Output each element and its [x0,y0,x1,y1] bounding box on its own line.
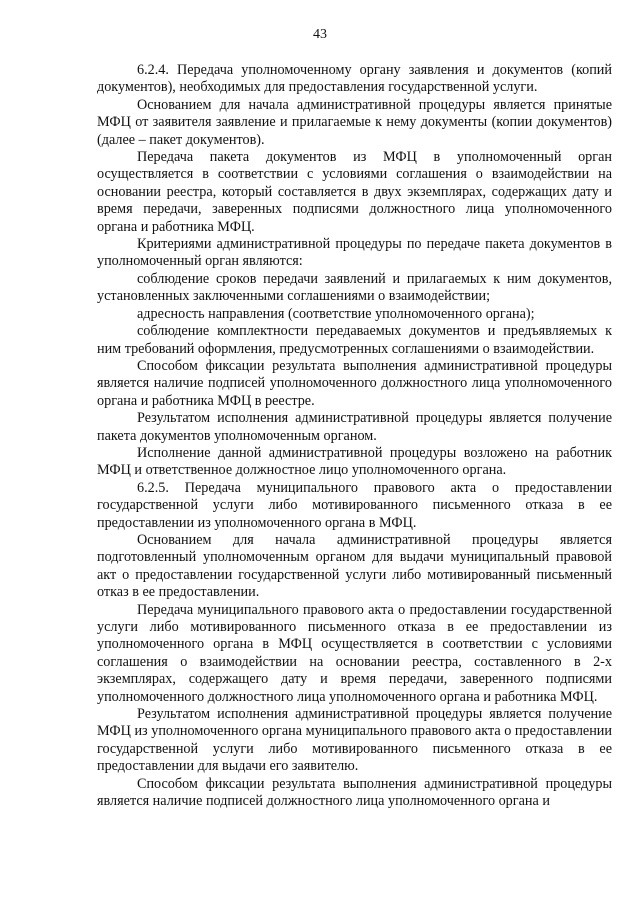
paragraph: Способом фиксации результата выполнения административной процедуры является наличие подписей уполномоченного должностного лица уполномоченного органа и работника МФЦ в реестре. [97,357,612,409]
document-body [97,62,612,810]
paragraph: адресность направления (соответствие уполномоченного органа); [137,305,535,322]
paragraph: Основанием для начала административной процедуры является принятые МФЦ от заявителя заявление и прилагаемые к нему документы (копии документов) (далее – пакет документов). [97,96,612,148]
paragraph: Результатом исполнения административной процедуры является получение МФЦ из уполномоченного органа муниципального правового акта о предоставлении государственной услуги либо мотивированного письменного отказа в ее предоставлении для выдачи его заявителю. [97,706,612,775]
paragraph: Исполнение данной административной процедуры возложено на работник МФЦ и ответственное должностное лицо уполномоченного органа. [97,444,612,479]
paragraph: Критериями административной процедуры по передаче пакета документов в уполномоченный орган являются: [97,236,612,270]
paragraph: Результатом исполнения административной процедуры является получение пакета документов уполномоченным органом. [97,410,612,444]
paragraph: Основанием для начала административной процедуры является подготовленный уполномоченным органом для выдачи муниципальный правовой акт о предоставлении государственной услуги либо мотивированный письменный отказ в ее предоставлении. [97,531,612,601]
paragraph: Передача муниципального правового акта о предоставлении государственной услуги либо мотивированного письменного отказа в ее предоставлении из уполномоченного органа в МФЦ осуществляется в соответствии с условиями соглашения о взаимодействии на основании реестра, составленного в 2-х экземплярах, содержащего дату и время передачи, заверенного подписями уполномоченного должностного лица уполномоченного органа и работника МФЦ. [97,601,612,705]
paragraph: Передача пакета документов из МФЦ в уполномоченный орган осуществляется в соответствии с условиями соглашения о взаимодействии на основании реестра, который составляется в двух экземплярах, содержащих дату и время передачи, заверенных подписями должностного лица уполномоченного органа и работника МФЦ. [97,149,612,235]
paragraph-6-2-4-heading: 6.2.4. Передача уполномоченному органу заявления и документов (копий документов), необходимых для предоставления государственной услуги. [97,62,612,96]
paragraph: Способом фиксации результата выполнения административной процедуры является наличие подписей должностного лица уполномоченного органа и [97,775,612,810]
paragraph: соблюдение сроков передачи заявлений и прилагаемых к ним документов, установленных заключенными соглашениями о взаимодействии; [97,270,612,305]
page-number: 43 [313,27,327,42]
paragraph-6-2-5-heading: 6.2.5. Передача муниципального правового акта о предоставлении государственной услуги либо мотивированного письменного отказа в ее предоставлении из уполномоченного органа в МФЦ. [97,479,612,531]
paragraph: соблюдение комплектности передаваемых документов и предъявляемых к ним требований оформления, предусмотренных соглашениями о взаимодействии. [97,323,612,357]
